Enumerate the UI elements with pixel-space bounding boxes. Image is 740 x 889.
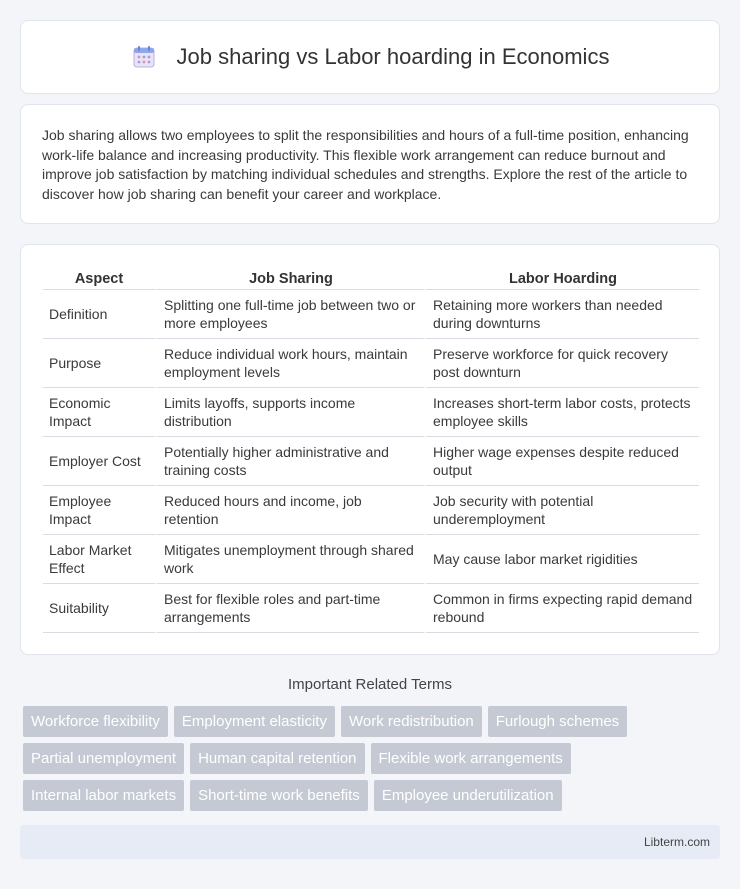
header-job-sharing: Job Sharing xyxy=(155,267,424,290)
footer xyxy=(20,825,720,859)
table-row xyxy=(43,486,699,535)
table-header-row xyxy=(43,267,699,290)
aspect-cell: Purpose xyxy=(43,339,155,388)
title-card xyxy=(20,20,720,94)
aspect-cell: Economic Impact xyxy=(43,388,155,437)
aspect-cell: Suitability xyxy=(43,584,155,633)
job-sharing-cell: Reduced hours and income, job retention xyxy=(155,486,424,535)
related-term-tag[interactable]: Work redistribution xyxy=(341,706,482,737)
related-term-tag[interactable]: Furlough schemes xyxy=(488,706,627,737)
related-term-tag[interactable]: Partial unemployment xyxy=(23,743,184,774)
job-sharing-cell: Potentially higher administrative and training costs xyxy=(155,437,424,486)
labor-hoarding-cell: Job security with potential underemployment xyxy=(424,486,699,535)
table-row xyxy=(43,535,699,584)
header-labor-hoarding: Labor Hoarding xyxy=(424,267,699,290)
related-term-tag[interactable]: Human capital retention xyxy=(190,743,364,774)
intro-text: Job sharing allows two employees to split the responsibilities and hours of a full-time position, enhancing work-life balance and increasing productivity. This flexible work arrangement can reduce burnout and improve job satisfaction by matching individual schedules and strengths. Explore the rest of the article to discover how job sharing can benefit your career and workplace. xyxy=(42,127,689,202)
table-row xyxy=(43,437,699,486)
labor-hoarding-cell: Retaining more workers than needed during downturns xyxy=(424,290,699,339)
labor-hoarding-cell: Higher wage expenses despite reduced output xyxy=(424,437,699,486)
related-term-tag[interactable]: Workforce flexibility xyxy=(23,706,168,737)
labor-hoarding-cell: Common in firms expecting rapid demand rebound xyxy=(424,584,699,633)
job-sharing-cell: Mitigates unemployment through shared work xyxy=(155,535,424,584)
calendar-icon xyxy=(131,44,157,70)
related-term-tag[interactable]: Flexible work arrangements xyxy=(371,743,571,774)
aspect-cell: Employer Cost xyxy=(43,437,155,486)
aspect-cell: Definition xyxy=(43,290,155,339)
comparison-card xyxy=(20,244,720,655)
related-terms-title: Important Related Terms xyxy=(288,676,452,693)
related-term-tag[interactable]: Short-time work benefits xyxy=(190,780,368,811)
aspect-cell: Employee Impact xyxy=(43,486,155,535)
comparison-table xyxy=(43,267,699,633)
related-term-tag[interactable]: Employee underutilization xyxy=(374,780,562,811)
footer-site-link[interactable]: Libterm.com xyxy=(643,835,710,849)
job-sharing-cell: Reduce individual work hours, maintain employment levels xyxy=(155,339,424,388)
table-row xyxy=(43,584,699,633)
related-term-tag[interactable]: Internal labor markets xyxy=(23,780,184,811)
labor-hoarding-cell: May cause labor market rigidities xyxy=(424,535,699,584)
labor-hoarding-cell: Increases short-term labor costs, protects employee skills xyxy=(424,388,699,437)
related-terms-list xyxy=(23,706,723,817)
table-row xyxy=(43,290,699,339)
related-term-tag[interactable]: Employment elasticity xyxy=(174,706,335,737)
aspect-cell: Labor Market Effect xyxy=(43,535,155,584)
job-sharing-cell: Splitting one full-time job between two or more employees xyxy=(155,290,424,339)
labor-hoarding-cell: Preserve workforce for quick recovery post downturn xyxy=(424,339,699,388)
header-aspect: Aspect xyxy=(43,267,155,290)
intro-card xyxy=(20,104,720,224)
page-title: Job sharing vs Labor hoarding in Economics xyxy=(176,44,610,69)
table-row xyxy=(43,388,699,437)
table-row xyxy=(43,339,699,388)
job-sharing-cell: Limits layoffs, supports income distribution xyxy=(155,388,424,437)
job-sharing-cell: Best for flexible roles and part-time arrangements xyxy=(155,584,424,633)
